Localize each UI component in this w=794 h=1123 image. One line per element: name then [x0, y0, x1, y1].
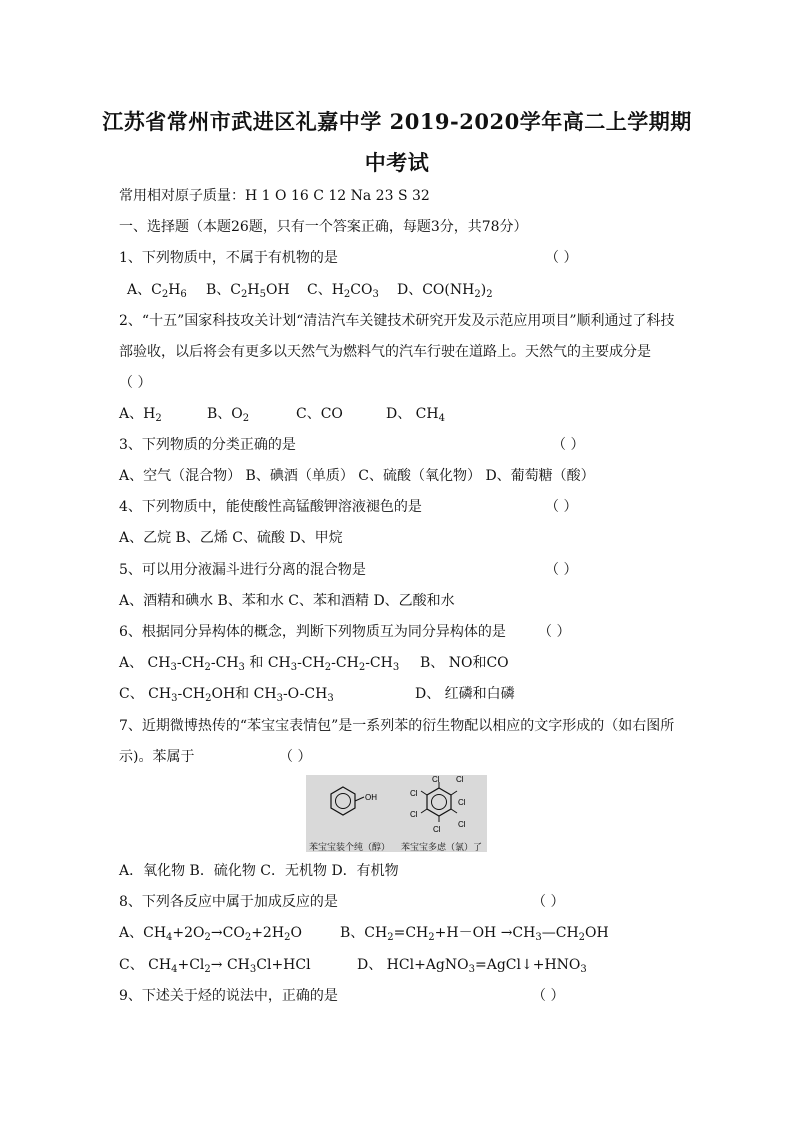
- exam-title-line2: 中考试: [364, 150, 430, 175]
- cl-label: Cl: [410, 789, 418, 798]
- q8-option-d: D、 $HCl+AgNO_3=AgCl↓+HNO_3$: [357, 957, 587, 975]
- figure-caption-left: 苯宝宝装个纯（醇）: [309, 843, 391, 853]
- section-heading: 一、选择题（本题26题，只有一个答案正确，每题3分，共78分）: [119, 219, 528, 235]
- question-4-options: A、乙烷 B、乙烯 C、硫酸 D、甲烷: [119, 530, 343, 546]
- cl-label: Cl: [410, 810, 418, 819]
- question-8-stem: 8、下列各反应中属于加成反应的是: [119, 894, 338, 910]
- q8-option-b: B、$CH_2=CH_2+H-OH$ $\to CH_3—CH_2OH$: [340, 925, 609, 943]
- question-3-options: A、空气（混合物） B、碘酒（单质） C、硫酸（氧化物） D、葡萄糖（酸）: [119, 468, 595, 484]
- q1-option-a: A、$C_2H_6$: [127, 282, 187, 300]
- exam-title-line1: 江苏省常州市武进区礼嘉中学 2019-2020学年高二上学期期: [102, 109, 692, 134]
- question-2-line2: 部验收，以后将会有更多以天然气为燃料气的汽车行驶在道路上。天然气的主要成分是: [119, 344, 651, 360]
- q2-option-d: D、 $CH_4$: [386, 406, 445, 424]
- q8-option-a: A、$CH_4+2O_2\to CO_2+2H_2O$: [119, 925, 302, 943]
- q6-option-b: B、 NO和CO: [420, 655, 509, 671]
- answer-paren: （ ）: [532, 894, 565, 910]
- question-7-options: A．氧化物 B．硫化物 C．无机物 D．有机物: [119, 863, 399, 879]
- q2-option-b: B、$O_2$: [207, 406, 250, 424]
- cl-label: Cl: [458, 798, 466, 807]
- answer-paren: （ ）: [545, 562, 578, 578]
- answer-paren: （ ）: [552, 437, 585, 453]
- question-9-stem: 9、下述关于烃的说法中，正确的是: [119, 988, 338, 1004]
- q2-option-a: A、$H_2$: [119, 406, 162, 424]
- answer-paren: （ ）: [532, 988, 565, 1004]
- question-1-stem: 1、下列物质中，不属于有机物的是: [119, 250, 338, 266]
- q8-option-c: C、 $CH_4+Cl_2\to CH_3Cl+HCl$: [119, 957, 311, 975]
- cl-label: Cl: [433, 825, 441, 834]
- question-5-stem: 5、可以用分液漏斗进行分离的混合物是: [119, 562, 366, 578]
- q2-option-c: C、CO: [296, 406, 343, 422]
- question-7-line1: 7、近期微博热传的“苯宝宝表情包”是一系列苯的衍生物配以相应的文字形成的（如右图所: [119, 718, 675, 734]
- answer-paren: （ ）: [545, 250, 578, 266]
- q1-option-b: B、$C_2H_5OH$: [206, 282, 290, 300]
- q6-option-a: A、 $CH_3-CH_2-CH_3$ 和 $CH_3-CH_2-CH_2-CH_3$: [119, 655, 400, 673]
- q1-option-d: D、$CO(NH_2)_2$: [397, 282, 493, 300]
- q6-option-c: C、 $CH_3-CH_2OH$和 $CH_3-O-CH_3$: [119, 686, 334, 704]
- cl-label: Cl: [432, 775, 440, 784]
- figure-caption-right: 苯宝宝多虑（氯）了: [401, 843, 483, 853]
- question-2-paren: （ ）: [119, 375, 152, 391]
- question-5-options: A、酒精和碘水 B、苯和水 C、苯和酒精 D、乙酸和水: [119, 593, 455, 609]
- q6-option-d: D、 红磷和白磷: [415, 686, 515, 702]
- atomic-masses: 常用相对原子质量：H 1 O 16 C 12 Na 23 S 32: [119, 188, 430, 204]
- question-2-line1: 2、“十五”国家科技攻关计划“清洁汽车关键技术研究开发及示范应用项目”顺利通过了科技: [119, 313, 675, 329]
- answer-paren: （ ）: [279, 749, 312, 765]
- oh-label: OH: [365, 793, 377, 802]
- answer-paren: （ ）: [545, 499, 578, 515]
- cl-label: Cl: [456, 775, 464, 784]
- question-4-stem: 4、下列物质中，能使酸性高锰酸钾溶液褪色的是: [119, 499, 422, 515]
- cl-label: Cl: [458, 820, 466, 829]
- question-6-stem: 6、根据同分异构体的概念，判断下列物质互为同分异构体的是: [119, 624, 506, 640]
- benzene-emoji-figure: [306, 775, 487, 852]
- q1-option-c: C、$H_2CO_3$: [307, 282, 379, 300]
- answer-paren: （ ）: [538, 624, 571, 640]
- question-7-line2: 示)。苯属于: [119, 749, 195, 765]
- question-3-stem: 3、下列物质的分类正确的是: [119, 437, 296, 453]
